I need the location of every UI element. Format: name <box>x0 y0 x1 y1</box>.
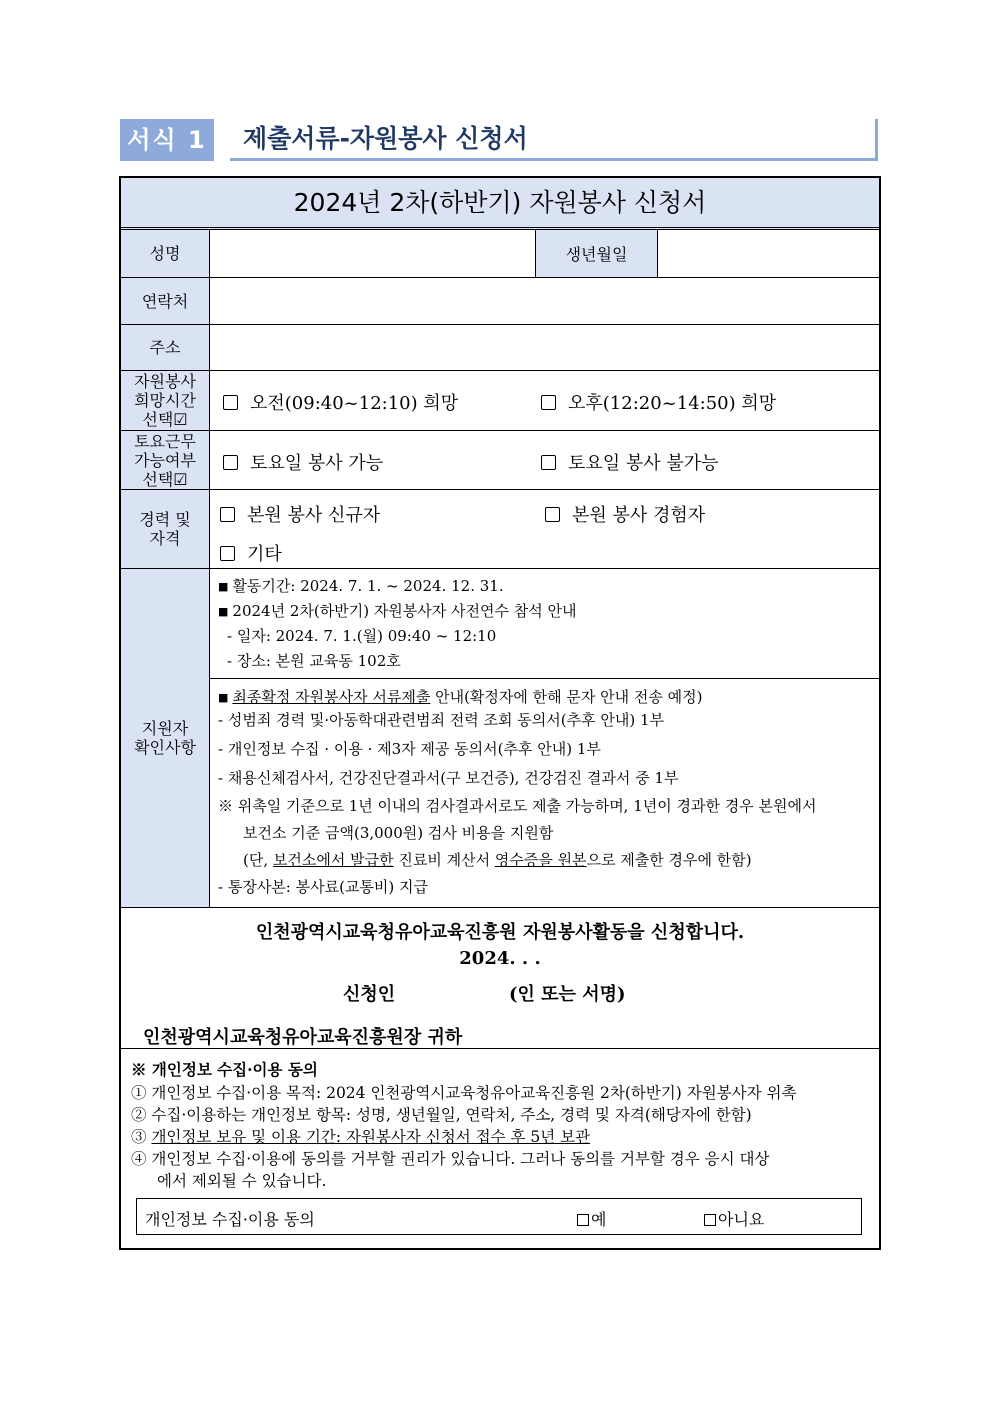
notice-label-line2: 확인사항 <box>134 738 196 757</box>
privacy-item-2: ② 수집·이용하는 개인정보 항목: 성명, 생년월일, 연락처, 주소, 경력 및 자격(해당자에 한함) <box>131 1106 752 1124</box>
career-label-line1: 경력 및 <box>139 510 191 529</box>
privacy-item-1: ① 개인정보 수집·이용 목적: 2024 인천광역시교육청유아교육진흥원 2차(하반기) 자원봉사자 위촉 <box>131 1084 797 1102</box>
declaration-text: 인천광역시교육청유아교육진흥원 자원봉사활동을 신청합니다. <box>255 922 745 943</box>
document-item-1: - 성범죄 경력 및·아동학대관련범죄 전력 조회 동의서(추후 안내) 1부 <box>218 711 664 729</box>
form-number-badge: 서식 1 <box>120 119 214 161</box>
saturday-label <box>121 431 210 489</box>
health-note-2: 보건소 기준 금액(3,000원) 검사 비용을 지원함 <box>243 824 554 842</box>
applicant-notice-label <box>121 569 210 907</box>
time-label-line3: 선택☑ <box>142 410 188 429</box>
sat-label-line2: 가능여부 <box>134 450 196 470</box>
page-title: 제출서류-자원봉사 신청서 <box>243 124 528 153</box>
activity-period: ■ 활동기간: 2024. 7. 1. ~ 2024. 12. 31. <box>218 577 504 595</box>
checkbox-icon[interactable] <box>545 507 560 522</box>
consent-yes-label: 예 <box>591 1210 607 1229</box>
documents-heading-underlined: 최종확정 자원봉사자 서류제출 <box>232 688 431 706</box>
checkbox-icon[interactable] <box>704 1214 716 1226</box>
row-applicant-notice <box>121 569 879 908</box>
afternoon-option[interactable] <box>541 389 776 415</box>
birth-label: 생년월일 <box>536 230 658 277</box>
checkbox-icon[interactable] <box>220 507 235 522</box>
other-label: 기타 <box>247 544 282 565</box>
consent-no-option[interactable] <box>704 1207 764 1230</box>
sat-label-line3: 선택☑ <box>142 469 188 489</box>
checkbox-icon[interactable] <box>541 395 556 410</box>
form-title: 2024년 2차(하반기) 자원봉사 신청서 <box>121 178 879 230</box>
birth-field[interactable] <box>658 230 879 277</box>
checkbox-icon[interactable] <box>223 455 238 470</box>
row-contact <box>121 278 879 325</box>
contact-field[interactable] <box>210 278 879 324</box>
privacy-item-4a: ④ 개인정보 수집·이용에 동의를 거부할 권리가 있습니다. 그러나 동의를 거부할 경우 응시 대상 <box>131 1150 770 1168</box>
time-label <box>121 371 210 430</box>
address-label: 주소 <box>121 325 210 370</box>
checkbox-icon[interactable] <box>577 1214 589 1226</box>
training-date: - 일자: 2024. 7. 1.(월) 09:40 ~ 12:10 <box>227 627 497 645</box>
name-label: 성명 <box>121 230 210 277</box>
experienced-label: 본원 봉사 경험자 <box>572 505 706 526</box>
privacy-item-3 <box>131 1128 590 1146</box>
addressee: 인천광역시교육청유아교육진흥원장 귀하 <box>143 1027 463 1048</box>
afternoon-option-label: 오후(12:20~14:50) 희망 <box>568 393 777 414</box>
note3-underline-1: 보건소에서 발급한 <box>272 851 394 869</box>
new-volunteer-label: 본원 봉사 신규자 <box>247 505 381 526</box>
training-place: - 장소: 본원 교육동 102호 <box>227 652 401 670</box>
name-field[interactable] <box>210 230 536 277</box>
consent-label: 개인정보 수집·이용 동의 <box>145 1210 315 1229</box>
notice-label-line1: 지원자 <box>141 719 189 738</box>
sat-label-line1: 토요근무 <box>134 431 196 451</box>
application-form <box>119 176 881 1250</box>
note3-a: (단, <box>243 851 273 869</box>
bank-copy-item: - 통장사본: 봉사료(교통비) 지급 <box>218 878 429 896</box>
documents-heading: ■ 최종확정 자원봉사자 서류제출 안내(확정자에 한해 문자 안내 전송 예정) <box>218 688 703 706</box>
training-notice-text: 2024년 2차(하반기) 자원봉사자 사전연수 참석 안내 <box>232 602 577 620</box>
checkbox-icon[interactable] <box>541 455 556 470</box>
consent-yes-option[interactable] <box>577 1207 606 1230</box>
time-label-line1: 자원봉사 <box>134 372 196 391</box>
applicant-label: 신청인 <box>343 984 396 1005</box>
career-label <box>121 490 210 568</box>
morning-option[interactable] <box>223 389 458 415</box>
time-label-line2: 희망시간 <box>134 391 196 410</box>
training-notice: ■ 2024년 2차(하반기) 자원봉사자 사전연수 참석 안내 <box>218 602 577 620</box>
career-label-line2: 자격 <box>149 529 181 548</box>
documents-heading-rest: 안내(확정자에 한해 문자 안내 전송 예정) <box>430 688 703 706</box>
checkbox-icon[interactable] <box>223 395 238 410</box>
contact-label: 연락처 <box>121 278 210 324</box>
declaration-date: 2024. . . <box>459 948 541 969</box>
morning-option-label: 오전(09:40~12:10) 희망 <box>250 393 459 414</box>
new-volunteer-option[interactable] <box>220 501 380 527</box>
document-item-2: - 개인정보 수집 · 이용 · 제3자 제공 동의서(추후 안내) 1부 <box>218 740 601 758</box>
privacy-item-4b: 에서 제외될 수 있습니다. <box>157 1172 327 1190</box>
consent-box <box>136 1198 862 1235</box>
title-underline <box>230 158 878 161</box>
note3-b: 진료비 계산서 <box>393 851 495 869</box>
declaration-divider <box>121 1048 879 1049</box>
row-address <box>121 325 879 371</box>
health-note-1: ※ 위촉일 기준으로 1년 이내의 검사결과서로도 제출 가능하며, 1년이 경과한 경우 본원에서 <box>218 797 817 815</box>
consent-no-label: 아니요 <box>718 1210 765 1229</box>
note3-underline-2: 영수증을 원본 <box>494 851 587 869</box>
activity-period-text: 활동기간: 2024. 7. 1. ~ 2024. 12. 31. <box>232 577 504 595</box>
signature-field[interactable]: (인 또는 서명) <box>509 984 626 1005</box>
row-saturday <box>121 431 879 490</box>
row-name <box>121 230 879 278</box>
notice-divider <box>210 678 879 679</box>
sat-yes-option[interactable] <box>223 449 383 475</box>
sat-no-option[interactable] <box>541 449 719 475</box>
privacy-item-3-text: 개인정보 보유 및 이용 기간: 자원봉사자 신청서 접수 후 5년 보관 <box>151 1128 591 1146</box>
row-career <box>121 490 879 569</box>
document-item-3: - 채용신체검사서, 건강진단결과서(구 보건증), 건강검진 결과서 중 1부 <box>218 769 679 787</box>
privacy-heading: ※ 개인정보 수집·이용 동의 <box>131 1060 318 1079</box>
health-note-3 <box>243 851 752 869</box>
note3-c: 으로 제출한 경우에 한함) <box>586 851 752 869</box>
row-time <box>121 371 879 431</box>
other-option[interactable] <box>220 540 282 566</box>
checkbox-icon[interactable] <box>220 546 235 561</box>
privacy-item-3-num: ③ <box>131 1128 152 1146</box>
experienced-option[interactable] <box>545 501 705 527</box>
address-field[interactable] <box>210 325 879 370</box>
sat-no-label: 토요일 봉사 불가능 <box>568 453 719 474</box>
title-right-bar <box>875 119 878 161</box>
sat-yes-label: 토요일 봉사 가능 <box>250 453 384 474</box>
